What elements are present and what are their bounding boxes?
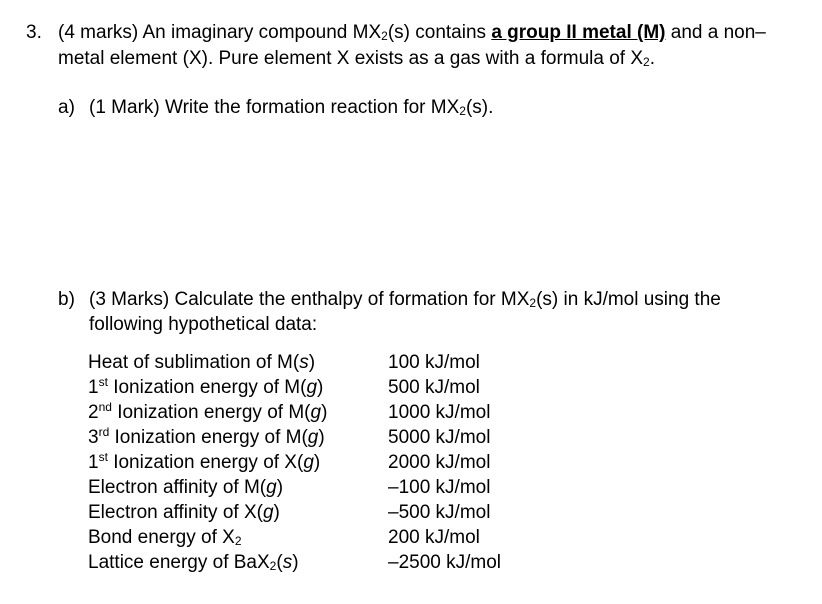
part-a-letter: a)	[58, 97, 75, 118]
table-row	[88, 375, 501, 400]
question-intro-text: (s) contains	[387, 22, 492, 43]
part-b-text: Calculate the enthalpy of formation for MX	[174, 289, 530, 310]
hypothetical-data-table	[88, 350, 501, 575]
data-value: –2500 kJ/mol	[388, 552, 502, 573]
data-value: –500 kJ/mol	[388, 502, 491, 523]
part-a-text: Write the formation reaction for MX	[165, 97, 460, 118]
question-intro-line2	[58, 48, 655, 70]
subscript: 2	[643, 55, 650, 69]
data-value: 5000 kJ/mol	[388, 427, 491, 448]
data-value: 100 kJ/mol	[388, 352, 480, 373]
data-label: 3rd Ionization energy of M(g)	[88, 425, 325, 448]
part-b-marks: (3 Marks)	[89, 289, 170, 310]
data-label: Electron affinity of M(g)	[88, 477, 284, 498]
question-intro-text: An imaginary compound MX	[142, 22, 382, 43]
table-row	[88, 475, 501, 500]
data-label: Bond energy of $X_2$	[88, 527, 242, 548]
table-row	[88, 500, 501, 525]
part-b-prompt-line1	[89, 289, 721, 311]
table-row	[88, 400, 501, 425]
part-a-text: (s).	[465, 97, 494, 118]
question-number: 3.	[26, 22, 42, 43]
data-value: –100 kJ/mol	[388, 477, 491, 498]
subscript: 2	[529, 296, 537, 310]
question-marks: (4 marks)	[58, 22, 139, 43]
question-intro-line1	[58, 22, 766, 44]
part-b-letter: b)	[58, 289, 75, 310]
data-label: 1st Ionization energy of X(g)	[88, 450, 321, 473]
data-label: Heat of sublimation of M(s)	[88, 352, 316, 373]
table-row	[88, 450, 501, 475]
data-value: 1000 kJ/mol	[388, 402, 491, 423]
data-label: Lattice energy of BaX$_2$(s)	[88, 552, 299, 573]
table-row	[88, 425, 501, 450]
table-row	[88, 525, 501, 550]
part-a-marks: (1 Mark)	[89, 97, 160, 118]
table-row	[88, 550, 501, 575]
data-value: 200 kJ/mol	[388, 527, 480, 548]
group-ii-metal-highlight: a group II metal (M)	[491, 22, 666, 43]
data-label: 2nd Ionization energy of M(g)	[88, 400, 328, 423]
part-b-text: (s) in kJ/mol using the	[536, 289, 721, 310]
data-value: 2000 kJ/mol	[388, 452, 491, 473]
question-intro-text: .	[649, 48, 655, 69]
subscript: 2	[459, 104, 466, 118]
data-label: Electron affinity of X(g)	[88, 502, 280, 523]
question-intro-text: metal element (X). Pure element X exists as a gas with a formula of X	[58, 48, 644, 69]
data-label: 1st Ionization energy of M(g)	[88, 375, 324, 398]
question-intro-text: and a non–	[665, 22, 766, 43]
data-value: 500 kJ/mol	[388, 377, 480, 398]
subscript: 2	[381, 29, 388, 43]
part-b-prompt-line2: following hypothetical data:	[89, 314, 318, 335]
part-a-prompt	[89, 97, 493, 119]
table-row	[88, 350, 501, 375]
